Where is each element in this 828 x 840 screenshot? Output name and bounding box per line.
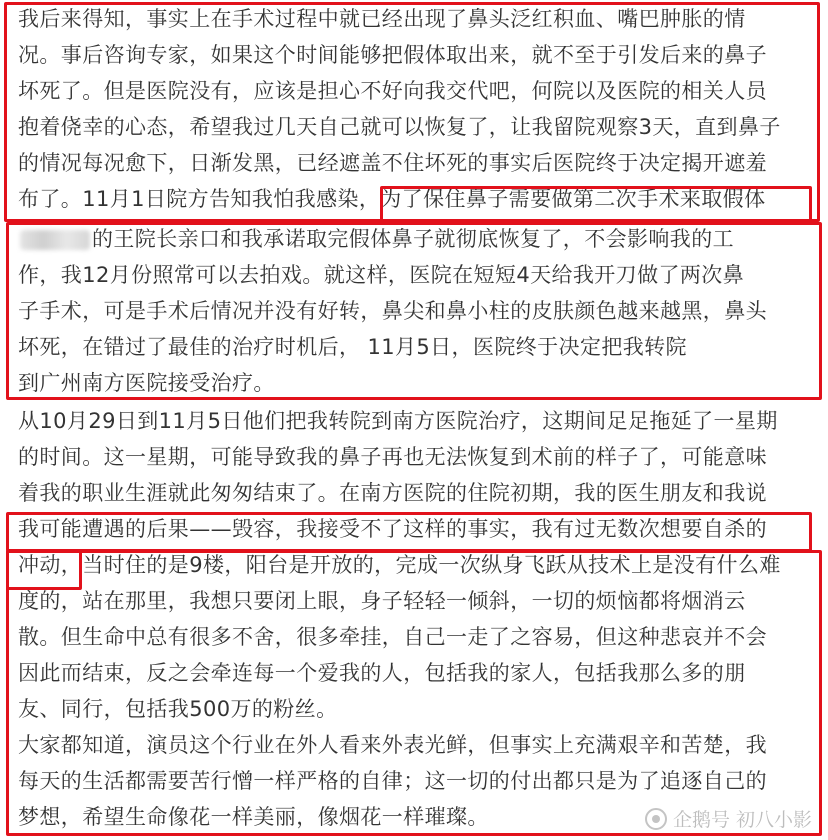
text-segment: 作，我12月份照常可以去拍戏。就这样，医院在短短4天给我开刀做了两次鼻 [18, 263, 745, 287]
watermark [645, 805, 812, 832]
highlight-box-4 [6, 512, 812, 552]
penguin-logo-icon [645, 808, 667, 830]
text-line: 子手术，可是手术后情况并没有好转，鼻尖和鼻小柱的皮肤颜色越来越黑，鼻头 [18, 299, 767, 323]
text-line: 我后来得知，事实上在手术过程中就已经出现了鼻头泛红积血、嘴巴肿胀的情 [18, 7, 746, 31]
highlight-box-6 [6, 550, 822, 836]
text-line: 友、同行，包括我500万的粉丝。 [18, 697, 338, 721]
watermark-text: 企鹅号 初八小影 [672, 809, 812, 831]
text-line: 坏死了。但是医院没有，应该是担心不好向我交代吧，何院以及医院的相关人员 [18, 79, 767, 103]
text-line: 布了。11月1日院方告知我怕我感染，为了保住鼻子需要做第二次手术来取假体 [18, 187, 766, 211]
text-line: 梦想，希望生命像花一样美丽，像烟花一样璀璨。 [18, 805, 489, 829]
text-line: 因此而结束，反之会牵连每一个爱我的人，包括我的家人，包括我那么多的朋 [18, 661, 746, 685]
text-line: 冲动，当时住的是9楼，阳台是开放的，完成一次纵身飞跃从技术上是没有什么难 [18, 553, 781, 577]
text-segment: 的王院长亲口和我承诺取完假体鼻子就彻底恢复了，不会影响我的工 [92, 227, 734, 251]
text-line: 的情况每况愈下，日渐发黑，已经遮盖不住坏死的事实后医院终于决定揭开遮羞 [18, 151, 767, 175]
text-line: 到广州南方医院接受治疗。 [18, 371, 275, 395]
text-line: 的时间。这一星期，可能导致我的鼻子再也无法恢复到术前的样子了，可能意味 [18, 445, 767, 469]
highlight-box-3 [6, 222, 822, 400]
text-line: 抱着侥幸的心态，希望我过几天自己就可以恢复了，让我留院观察3天，直到鼻子 [18, 115, 781, 139]
text-line: 我可能遭遇的后果——毁容，我接受不了这样的事实，我有过无数次想要自杀的 [18, 517, 767, 541]
text-line: 每天的生活都需要苦行憎一样严格的自律；这一切的付出都只是为了追逐自己的 [18, 769, 767, 793]
text-line: 大家都知道，演员这个行业在外人看来外表光鲜，但事实上充满艰辛和苦楚，我 [18, 733, 767, 757]
text-line: 坏死，在错过了最佳的治疗时机后， 11月5日，医院终于决定把我转院 [18, 335, 687, 359]
highlight-box-2 [380, 186, 812, 224]
text-line: 散。但生命中总有很多不舍，很多牵挂，自己一走了之容易，但这种悲哀并不会 [18, 625, 767, 649]
text-line: 从10月29日到11月5日他们把我转院到南方医院治疗，这期间足足拖延了一星期 [18, 409, 778, 433]
text-line: 着我的职业生涯就此匆匆结束了。在南方医院的住院初期，我的医生朋友和我说 [18, 481, 767, 505]
text-line: 况。事后咨询专家，如果这个时间能够把假体取出来，就不至于引发后来的鼻子 [18, 43, 767, 67]
text-line: 度的，站在那里，我想只要闭上眼，身子轻轻一倾斜，一切的烦恼都将烟消云 [18, 589, 746, 613]
